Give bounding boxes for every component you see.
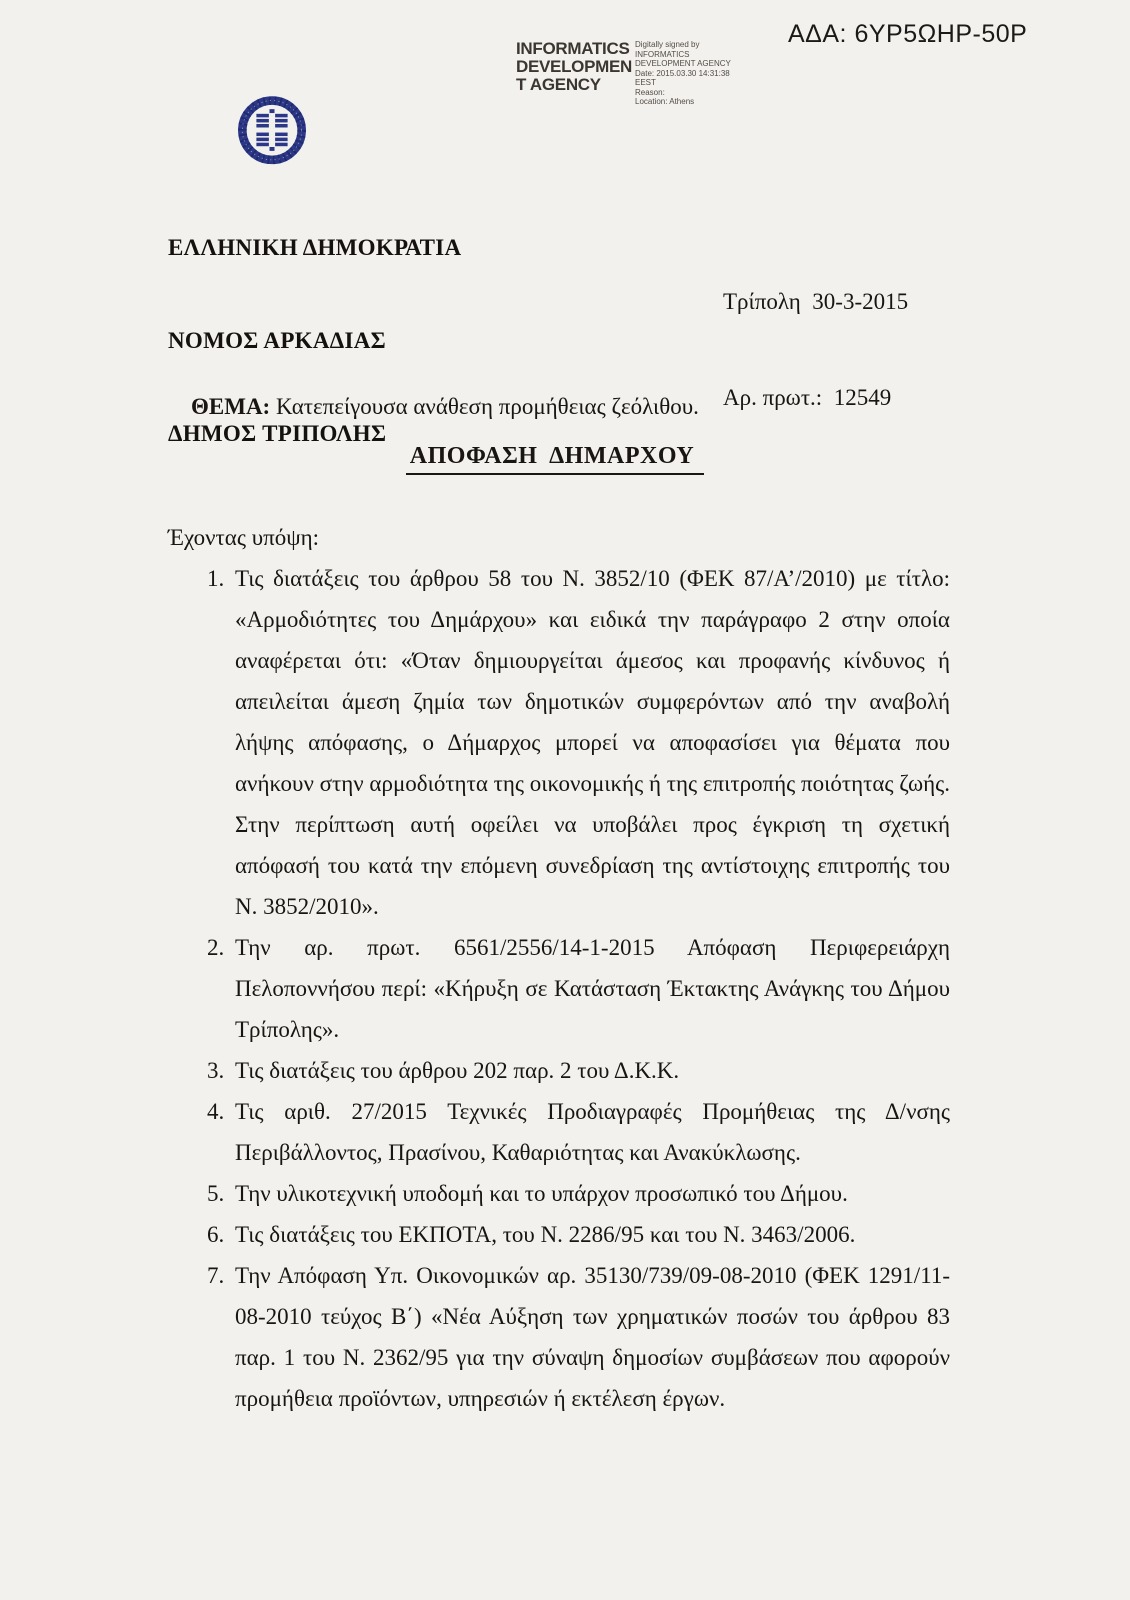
list-item-number: 4. (207, 1099, 225, 1124)
authority-line-prefecture: ΝΟΜΟΣ ΑΡΚΑΔΙΑΣ (168, 328, 386, 353)
list-item-text: Την αρ. πρωτ. 6561/2556/14-1-2015 Απόφαση Περιφερειάρχη Πελοποννήσου περί: «Κήρυξη σε Κατάσταση Έκτακτης Ανάγκης του Δήμου Τρίπολης». (235, 935, 950, 1042)
decision-title: ΑΠΟΦΑΣΗ ΔΗΜΑΡΧΟΥ (406, 443, 704, 475)
list-item-1 (207, 558, 950, 927)
list-item-text: Την Απόφαση Υπ. Οικονομικών αρ. 35130/739/09-08-2010 (ΦΕΚ 1291/11-08-2010 τεύχος Β΄) «Νέα Αύξηση των χρηματικών ποσών του άρθρου 83 παρ. 1 του Ν. 2362/95 για την σύναψη δημοσίων συμβάσεων που αφορούν προμήθεια προϊόντων, υπηρεσιών ή εκτέλεση έργων. (235, 1263, 950, 1411)
considerations-list (207, 558, 950, 1419)
stamp-signature-line: Location: Athens (635, 97, 695, 106)
list-item-number: 7. (207, 1263, 225, 1288)
subject-line (168, 368, 699, 446)
stamp-agency-name (516, 39, 633, 107)
stamp-signature-details (635, 40, 745, 107)
list-item-number: 6. (207, 1222, 225, 1247)
list-item-number: 5. (207, 1181, 225, 1206)
authority-line-municipality: ΔΗΜΟΣ ΤΡΙΠΟΛΗΣ (168, 421, 387, 446)
list-item-4 (207, 1091, 950, 1173)
subject-label: ΘΕΜΑ: (191, 394, 271, 419)
list-item-text: Τις αριθ. 27/2015 Τεχνικές Προδιαγραφές Προμήθειας της Δ/νσης Περιβάλλοντος, Πρασίνου, Καθαριότητας και Ανακύκλωσης. (235, 1099, 950, 1165)
list-item-number: 2. (207, 935, 225, 960)
ada-code: ΑΔΑ: 6ΥΡ5ΩΗΡ-50Ρ (788, 20, 1028, 48)
place-and-date: Τρίπολη 30-3-2015 (723, 289, 909, 314)
greek-national-emblem-icon (233, 92, 311, 170)
list-item-6 (207, 1214, 950, 1255)
authority-line-republic: ΕΛΛΗΝΙΚΗ ΔΗΜΟΚΡΑΤΙΑ (168, 235, 462, 260)
stamp-signature-line: INFORMATICS (635, 49, 690, 59)
date-protocol-block (723, 222, 908, 478)
stamp-signature-line: DEVELOPMENT AGENCY (635, 59, 731, 68)
stamp-signature-line: Digitally signed by (635, 40, 700, 49)
list-item-number: 1. (207, 566, 225, 591)
list-item-text: Τις διατάξεις του άρθρου 58 του Ν. 3852/10 (ΦΕΚ 87/Α’/2010) με τίτλο: «Αρμοδιότητες του Δημάρχου» και ειδικά την παράγραφο 2 στην οποία αναφέρεται ότι: «Όταν δημιουργείται άμεσος και προφανής κίνδυνος ή απειλείται άμεση ζημία των δημοτικών συμφερόντων από την αναβολή λήψης απόφασης, ο Δήμαρχος μπορεί να αποφασίσει για θέματα που ανήκουν στην αρμοδιότητα της οικονομικής ή της επιτροπής ποιότητας ζωής. Στην περίπτωση αυτή οφείλει να υποβάλει προς έγκριση τη σχετική απόφασή του κατά την επόμενη συνεδρίαση της αντίστοιχης επιτροπής του Ν. 3852/2010». (235, 566, 950, 919)
list-item-number: 3. (207, 1058, 225, 1083)
stamp-agency-line: DEVELOPMEN (516, 57, 633, 76)
stamp-signature-line: Reason: (635, 87, 665, 97)
stamp-signature-line: EEST (635, 78, 656, 87)
list-item-2 (207, 927, 950, 1050)
list-item-7 (207, 1255, 950, 1419)
list-item-text: Την υλικοτεχνική υποδομή και το υπάρχον προσωπικό του Δήμου. (235, 1181, 848, 1206)
decision-title-wrap (0, 443, 1110, 475)
list-item-3 (207, 1050, 950, 1091)
preamble-text: Έχοντας υπόψη: (168, 525, 320, 550)
protocol-number: Αρ. πρωτ.: 12549 (723, 385, 892, 410)
stamp-agency-line: INFORMATICS (516, 39, 630, 58)
stamp-agency-line: T AGENCY (516, 75, 601, 94)
digital-signature-stamp (516, 40, 745, 107)
list-item-5 (207, 1173, 950, 1214)
list-item-text: Τις διατάξεις του άρθρου 202 παρ. 2 του Δ.Κ.Κ. (235, 1058, 680, 1083)
stamp-signature-line: Date: 2015.03.30 14:31:38 (635, 68, 730, 78)
list-item-text: Τις διατάξεις του ΕΚΠΟΤΑ, του Ν. 2286/95 και του Ν. 3463/2006. (235, 1222, 856, 1247)
subject-text: Κατεπείγουσα ανάθεση προμήθειας ζεόλιθου. (270, 394, 699, 419)
